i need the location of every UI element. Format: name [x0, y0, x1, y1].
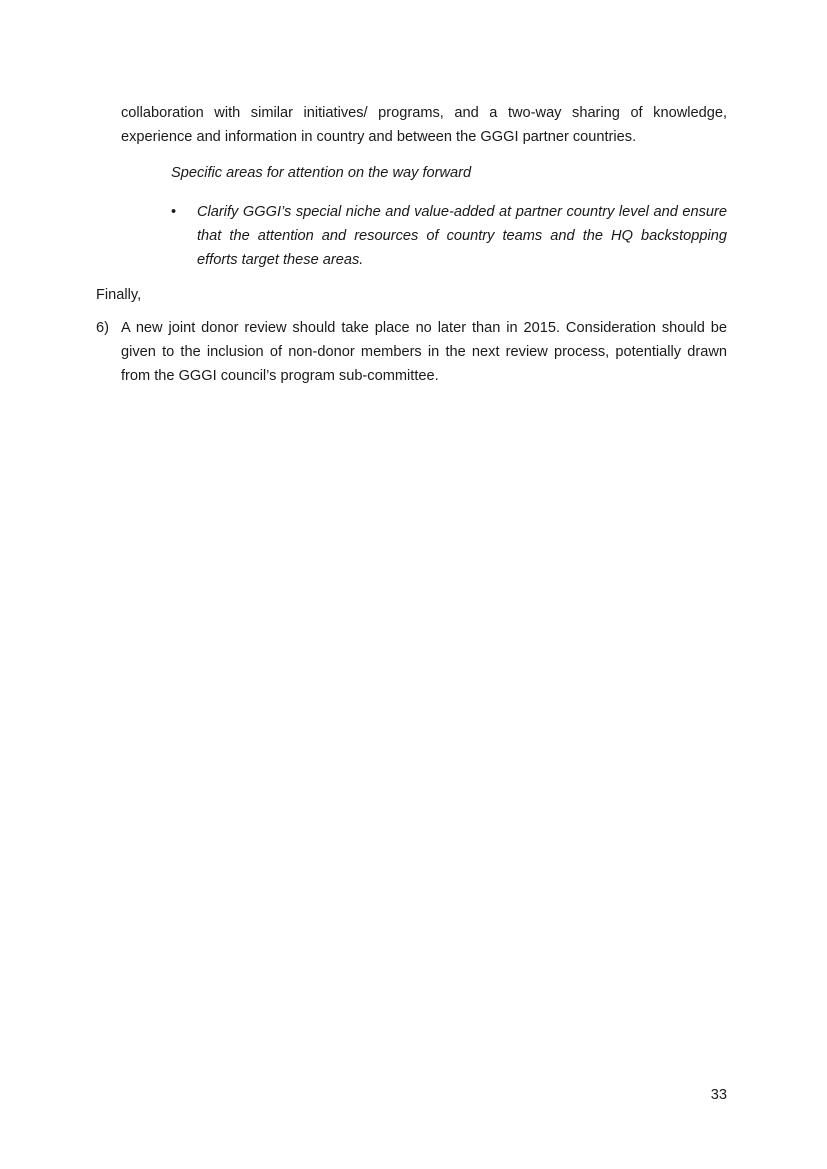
numbered-item-marker: 6) [96, 320, 109, 336]
bullet-text: Clarify GGGI’s special niche and value-added at partner country level and ensure that the attention and resources of country teams and the HQ backstopping efforts target these areas. [197, 204, 727, 268]
numbered-list-item [96, 316, 727, 388]
bullet-list-item [171, 200, 727, 272]
bullet-marker: • [171, 204, 177, 220]
finally-label: Finally, [96, 287, 142, 303]
numbered-item-text: A new joint donor review should take place no later than in 2015. Consideration should be given to the inclusion of non-donor members in the next review process, potentially drawn from the GGGI council’s program sub-committee. [121, 320, 727, 384]
continuation-paragraph: collaboration with similar initiatives/ programs, and a two-way sharing of knowledge, experience and information in country and between the GGGI partner countries. [121, 105, 727, 145]
section-subheading: Specific areas for attention on the way forward [171, 165, 472, 181]
page-number: 33 [710, 1087, 727, 1103]
